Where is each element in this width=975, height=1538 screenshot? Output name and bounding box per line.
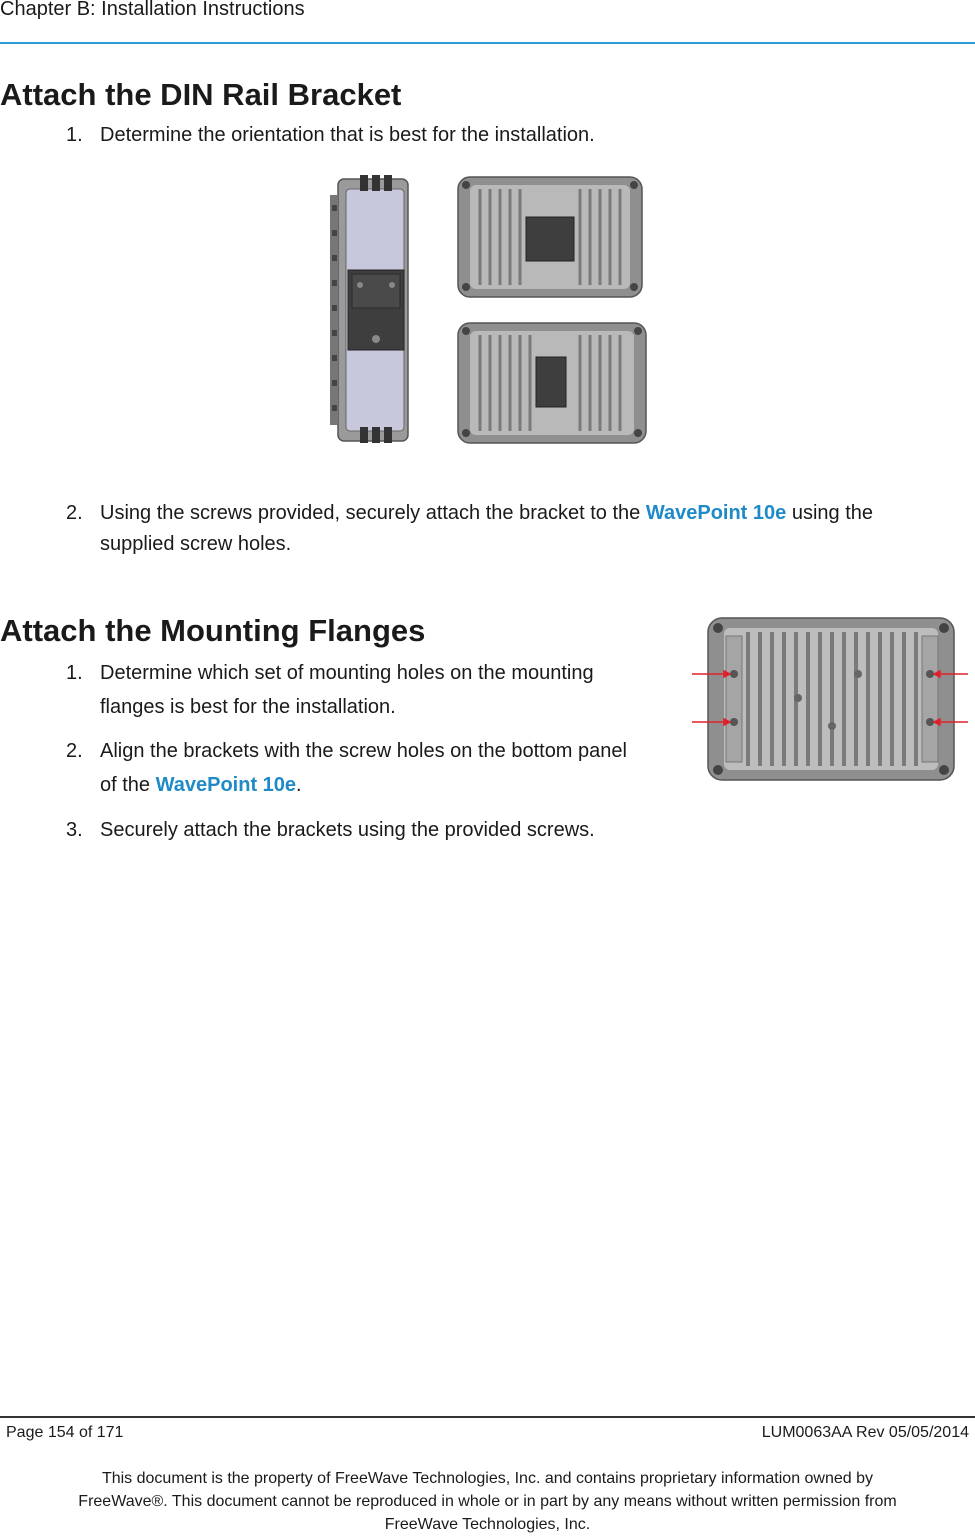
product-name: WavePoint 10e	[645, 502, 787, 524]
footer-notice-line2: FreeWave®. This document cannot be reproduced in whole or in part by any means without written permission from	[78, 1493, 897, 1510]
step-text: Determine the orientation that is best for the installation.	[100, 124, 595, 146]
step-text-line2: supplied screw holes.	[100, 533, 292, 555]
section-title-din-rail: Attach the DIN Rail Bracket	[0, 77, 402, 112]
step-number: 2.	[66, 502, 83, 524]
step-number: 2.	[66, 740, 83, 762]
step-number: 1.	[66, 124, 83, 146]
device-back-view-vertical-bracket	[458, 323, 646, 443]
product-name: WavePoint 10e	[155, 774, 297, 796]
chapter-title: Chapter B: Installation Instructions	[0, 0, 305, 20]
footer-notice	[0, 1467, 975, 1536]
step-text: Using the screws provided, securely attach the bracket to the WavePoint 10e using the	[100, 502, 873, 524]
mounting-flanges-figure	[692, 616, 972, 784]
step-text: Align the brackets with the screw holes on the bottom panel	[100, 740, 627, 762]
step-text: Determine which set of mounting holes on the mounting	[100, 662, 594, 684]
step-text-line2: flanges is best for the installation.	[100, 696, 396, 718]
footer-divider	[0, 1416, 975, 1418]
document-revision: LUM0063AA Rev 05/05/2014	[761, 1424, 969, 1441]
section-title-flanges: Attach the Mounting Flanges	[0, 613, 426, 648]
step-number: 1.	[66, 662, 83, 684]
page-header	[0, 0, 975, 44]
page-number: Page 154 of 171	[6, 1424, 124, 1441]
footer-notice-line1: This document is the property of FreeWave Technologies, Inc. and contains proprietary information owned by	[101, 1470, 874, 1487]
din-rail-bracket-figure	[330, 175, 650, 447]
footer-notice-line3: FreeWave Technologies, Inc.	[384, 1516, 591, 1533]
device-side-view	[330, 175, 408, 443]
step-number: 3.	[66, 819, 83, 841]
step-text: Securely attach the brackets using the provided screws.	[100, 819, 595, 841]
step-text-line2: of the WavePoint 10e.	[100, 774, 302, 796]
device-back-view-horizontal	[458, 177, 642, 297]
